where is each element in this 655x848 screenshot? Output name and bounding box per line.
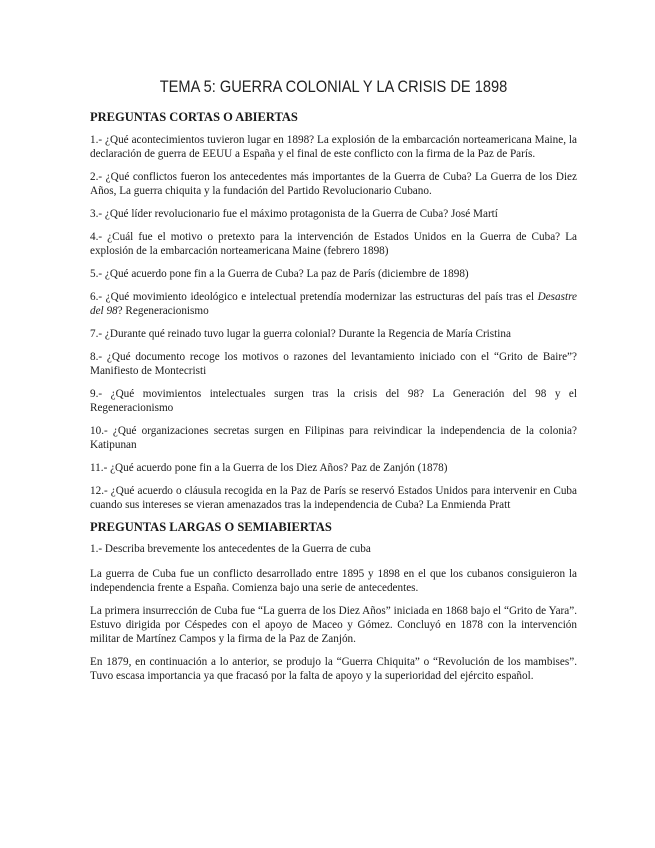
- question-6-emphasis: Desastre del 98: [90, 291, 577, 317]
- question-6-text: 6.- ¿Qué movimiento ideológico e intelectual pretendía modernizar las estructuras del país tras el: [90, 291, 538, 303]
- question-3: 3.- ¿Qué líder revolucionario fue el máximo protagonista de la Guerra de Cuba? José Martí: [90, 208, 498, 220]
- answer-paragraph-3: En 1879, en continuación a lo anterior, se produjo la “Guerra Chiquita” o “Revolución de los mambises”. Tuvo escasa importancia ya que fracasó por la falta de apoyo y la superioridad del ejército español.: [90, 656, 577, 682]
- question-4: 4.- ¿Cuál fue el motivo o pretexto para la intervención de Estados Unidos en la Guerra de Cuba? La explosión de la embarcación norteamericana Maine (febrero 1898): [90, 231, 577, 257]
- answer-paragraph-1: La guerra de Cuba fue un conflicto desarrollado entre 1895 y 1898 en el que los cubanos consiguieron la independencia frente a España. Comienza bajo una serie de antecedentes.: [90, 568, 577, 594]
- long-question-1: 1.- Describa brevemente los antecedentes de la Guerra de cuba: [90, 543, 371, 555]
- question-7: 7.- ¿Durante qué reinado tuvo lugar la guerra colonial? Durante la Regencia de María Cristina: [90, 328, 511, 340]
- question-8: 8.- ¿Qué documento recoge los motivos o razones del levantamiento iniciado con el “Grito de Baire”? Manifiesto de Montecristi: [90, 351, 577, 377]
- question-9: 9.- ¿Qué movimientos intelectuales surgen tras la crisis del 98? La Generación del 98 y el Regeneracionismo: [90, 388, 577, 414]
- section-heading-long: PREGUNTAS LARGAS O SEMIABIERTAS: [90, 520, 332, 534]
- question-10: 10.- ¿Qué organizaciones secretas surgen en Filipinas para reivindicar la independencia de la colonia? Katipunan: [90, 425, 577, 451]
- question-2: 2.- ¿Qué conflictos fueron los antecedentes más importantes de la Guerra de Cuba? La Guerra de los Diez Años, La guerra chiquita y la fundación del Partido Revolucionario Cubano.: [90, 171, 577, 197]
- answer-paragraph-2: La primera insurrección de Cuba fue “La guerra de los Diez Años” iniciada en 1868 bajo el “Grito de Yara”. Estuvo dirigida por Céspedes con el apoyo de Maceo y Gómez. Concluyó en 1878 con la intervención militar de Martínez Campos y la firma de la Paz de Zanjón.: [90, 605, 577, 645]
- question-6: [90, 290, 577, 318]
- page-title: TEMA 5: GUERRA COLONIAL Y LA CRISIS DE 1898: [159, 77, 508, 96]
- question-6-answer: ? Regeneracionismo: [117, 305, 209, 317]
- question-1: 1.- ¿Qué acontecimientos tuvieron lugar en 1898? La explosión de la embarcación norteamericana Maine, la declaración de guerra de EEUU a España y el final de este conflicto con la firma de la Paz de París.: [90, 134, 577, 160]
- question-12: 12.- ¿Qué acuerdo o cláusula recogida en la Paz de París se reservó Estados Unidos para intervenir en Cuba cuando sus intereses se vieran amenazados tras la independencia de Cuba? La Enmienda Pratt: [90, 485, 577, 511]
- question-5: 5.- ¿Qué acuerdo pone fin a la Guerra de Cuba? La paz de París (diciembre de 1898): [90, 268, 469, 280]
- question-11: 11.- ¿Qué acuerdo pone fin a la Guerra de los Diez Años? Paz de Zanjón (1878): [90, 462, 448, 474]
- section-heading-short: PREGUNTAS CORTAS O ABIERTAS: [90, 110, 298, 124]
